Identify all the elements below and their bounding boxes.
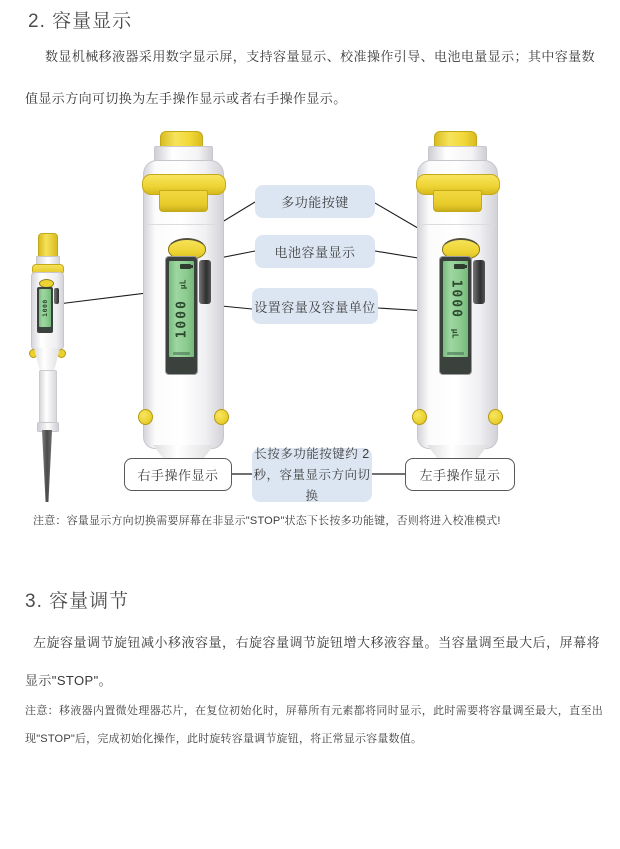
shaft	[39, 370, 57, 426]
brand-strip	[173, 352, 191, 355]
lcd-volume-readout	[174, 280, 189, 339]
lcd-panel	[39, 289, 51, 327]
lcd-screen	[166, 257, 197, 374]
lcd-unit: μL	[450, 328, 459, 339]
lcd-screen	[37, 287, 53, 333]
side-pin	[214, 409, 229, 425]
lcd-panel	[169, 261, 194, 357]
lcd-value: 1000	[174, 299, 189, 339]
section-2-paragraph: 数显机械移液器采用数字显示屏，支持容量显示、校准操作引导、电池电量显示；其中容量数值显示方向可切换为左手操作显示或者右手操作显示。	[25, 49, 595, 106]
pipette-diagram	[0, 118, 620, 518]
lcd-panel	[443, 261, 468, 357]
callout-set-volume: 设置容量及容量单位	[252, 288, 378, 324]
label-left-hand-display: 左手操作显示	[405, 458, 515, 491]
battery-icon	[180, 264, 191, 269]
lcd-unit: μL	[178, 279, 187, 290]
callout-long-press	[252, 448, 372, 502]
brand-strip	[447, 352, 465, 355]
pipette-full-view	[28, 232, 66, 504]
pipette-tip	[41, 430, 53, 502]
pocket-clip	[473, 260, 485, 304]
body-seam	[420, 224, 494, 225]
lcd-volume-readout	[448, 280, 463, 339]
callout-battery-display: 电池容量显示	[255, 235, 375, 268]
lcd-volume-readout: 1000	[41, 299, 49, 317]
pocket-clip	[199, 260, 211, 304]
battery-icon	[454, 264, 465, 269]
lower-housing	[34, 348, 60, 372]
callout-multi-function-button: 多功能按键	[255, 185, 375, 218]
section-3-paragraph: 左旋容量调节旋钮减小移液容量，右旋容量调节旋钮增大移液容量。当容量调至最大后，屏幕将显示"STOP"。	[25, 635, 600, 688]
lcd-screen	[440, 257, 471, 374]
volume-adjust-knob	[159, 190, 208, 212]
side-pin	[138, 409, 153, 425]
side-pin	[412, 409, 427, 425]
pocket-clip	[54, 288, 59, 304]
body-seam	[146, 224, 220, 225]
label-right-hand-display: 右手操作显示	[124, 458, 232, 491]
pipette-right-hand-display	[143, 131, 224, 466]
volume-adjust-knob	[433, 190, 482, 212]
section-2-heading: 2. 容量显示	[28, 11, 133, 32]
lcd-value: 1000	[448, 279, 463, 319]
callout-long-press-line2: 秒，容量显示方向切换	[253, 467, 371, 503]
section-2-note: 注意：容量显示方向切换需要屏幕在非显示"STOP"状态下长按多功能键，否则将进入校准模式!	[33, 515, 501, 527]
callout-long-press-line1: 长按多功能按键约 2	[254, 446, 370, 461]
section-3-heading: 3. 容量调节	[25, 591, 130, 612]
side-pin	[488, 409, 503, 425]
pipette-left-hand-display	[417, 131, 498, 466]
section-3-note: 注意：移液器内置微处理器芯片，在复位初始化时，屏幕所有元素都将同时显示，此时需要将容量调至最大，直至出现"STOP"后，完成初始化操作，此时旋转容量调节旋钮，将正常显示容量数值。	[25, 705, 603, 745]
